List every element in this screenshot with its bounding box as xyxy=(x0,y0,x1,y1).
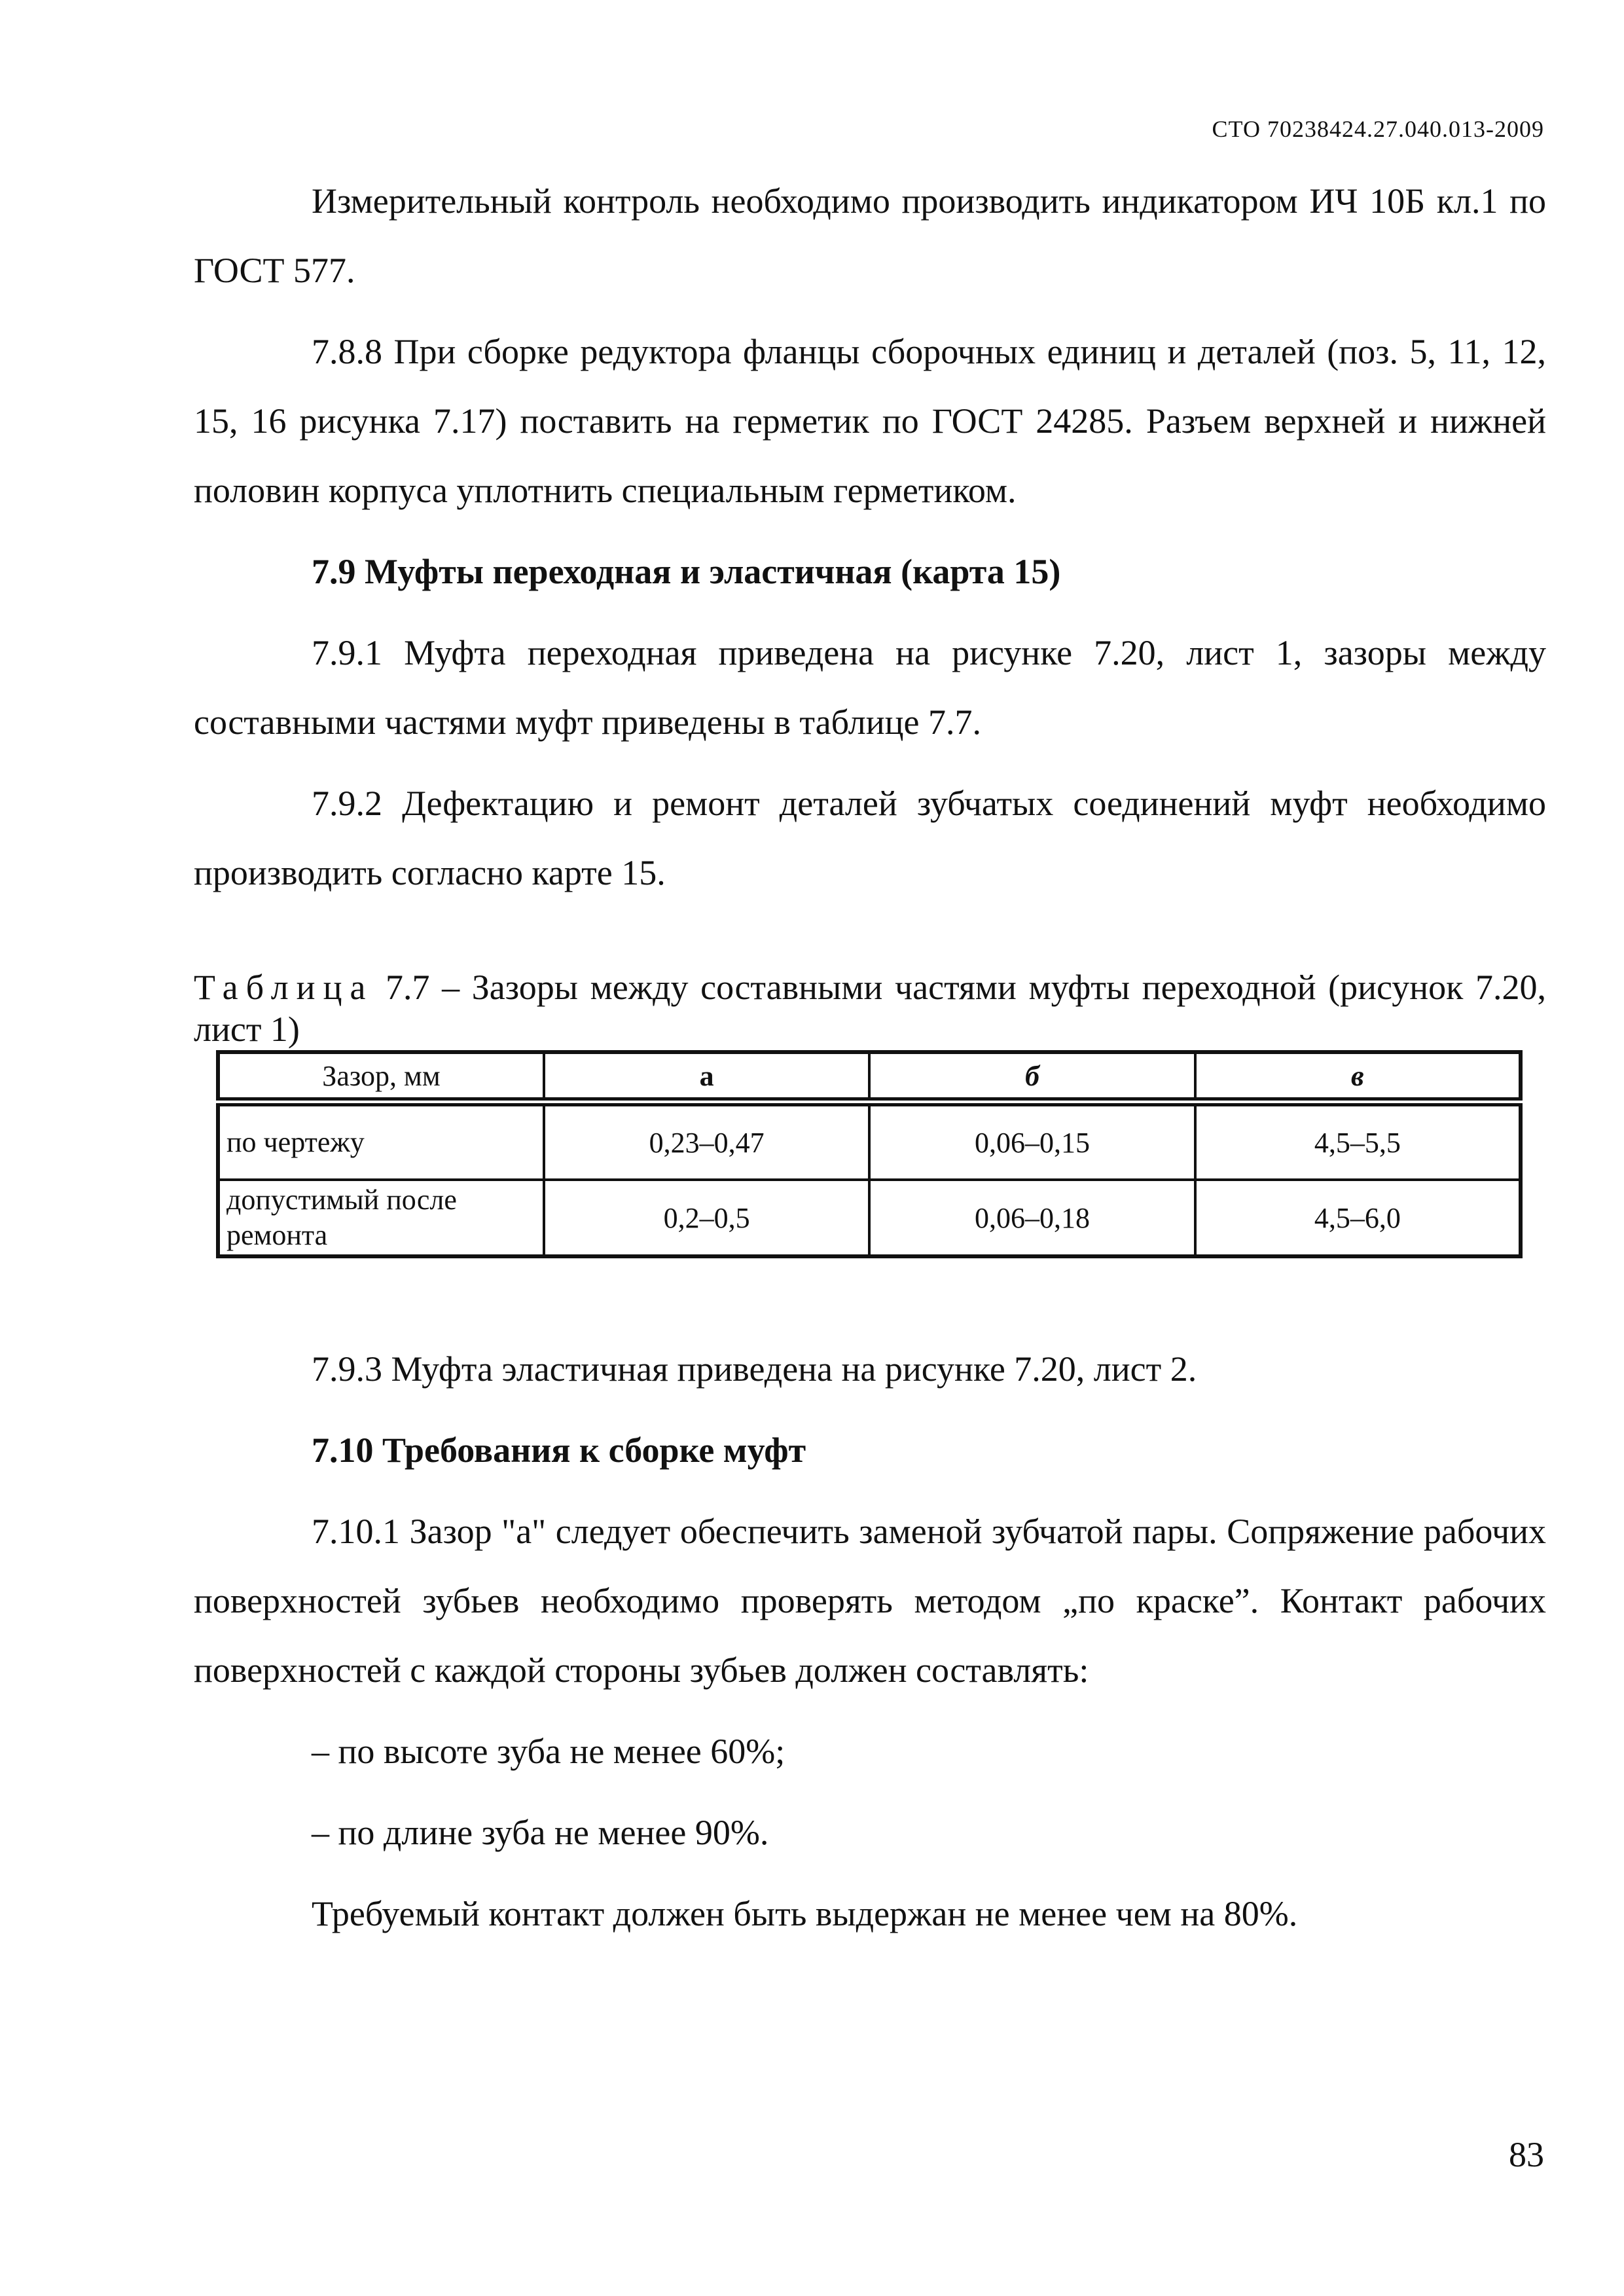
post-table-section xyxy=(194,1334,1546,1948)
paragraph-required-contact: Требуемый контакт должен быть выдержан не менее чем на 80%. xyxy=(312,1894,1298,1933)
table-header-row xyxy=(218,1052,1521,1102)
page-content xyxy=(194,166,1546,1960)
paragraph-7-9-2: 7.9.2 Дефектацию и ремонт деталей зубчатых соединений муфт необходимо производить согласно карте 15. xyxy=(194,784,1546,892)
table-row-label: по чертежу xyxy=(218,1102,544,1180)
table-cell: 0,06–0,15 xyxy=(869,1102,1195,1180)
table-row xyxy=(218,1102,1521,1180)
table-row-label: допустимый после ремонта xyxy=(218,1180,544,1256)
table-cell: 0,23–0,47 xyxy=(544,1102,869,1180)
list-item-tooth-height: – по высоте зуба не менее 60%; xyxy=(312,1732,785,1771)
table-row xyxy=(218,1180,1521,1256)
table-cell: 0,2–0,5 xyxy=(544,1180,869,1256)
section-heading-7-9: 7.9 Муфты переходная и эластичная (карта 15) xyxy=(312,552,1061,591)
paragraph-7-9-3: 7.9.3 Муфта эластичная приведена на рисунке 7.20, лист 2. xyxy=(312,1349,1197,1389)
paragraph-7-8-8: 7.8.8 При сборке редуктора фланцы сборочных единиц и деталей (поз. 5, 11, 12, 15, 16 рисунка 7.17) поставить на герметик по ГОСТ 24285. Разъем верхней и нижней половин корпуса уплотнить специальным герметиком. xyxy=(194,332,1546,510)
table-caption-label: Таблица xyxy=(194,968,374,1007)
table-caption xyxy=(194,966,1546,1050)
document-code-header: СТО 70238424.27.040.013-2009 xyxy=(1212,116,1544,142)
table-cell: 0,06–0,18 xyxy=(869,1180,1195,1256)
table-header-v: в xyxy=(1195,1052,1521,1102)
paragraph-7-10-1: 7.10.1 Зазор "a" следует обеспечить заменой зубчатой пары. Сопряжение рабочих поверхностей зубьев необходимо проверять методом „по краске”. Контакт рабочих поверхностей с каждой стороны зубьев должен составлять: xyxy=(194,1512,1546,1690)
section-heading-7-10: 7.10 Требования к сборке муфт xyxy=(312,1430,806,1470)
paragraph-7-9-1: 7.9.1 Муфта переходная приведена на рисунке 7.20, лист 1, зазоры между составными частями муфт приведены в таблице 7.7. xyxy=(194,633,1546,742)
page-number: 83 xyxy=(1509,2135,1544,2174)
clearance-table xyxy=(216,1050,1523,1258)
table-cell: 4,5–6,0 xyxy=(1195,1180,1521,1256)
paragraph-measurement-control: Измерительный контроль необходимо производить индикатором ИЧ 10Б кл.1 по ГОСТ 577. xyxy=(194,181,1546,290)
table-cell: 4,5–5,5 xyxy=(1195,1102,1521,1180)
table-header-a: а xyxy=(544,1052,869,1102)
table-header-gap: Зазор, мм xyxy=(218,1052,544,1102)
table-header-b: б xyxy=(869,1052,1195,1102)
table-caption-text: 7.7 – Зазоры между составными частями муфты переходной (рисунок 7.20, лист 1) xyxy=(194,968,1546,1049)
list-item-tooth-length: – по длине зуба не менее 90%. xyxy=(312,1813,769,1852)
